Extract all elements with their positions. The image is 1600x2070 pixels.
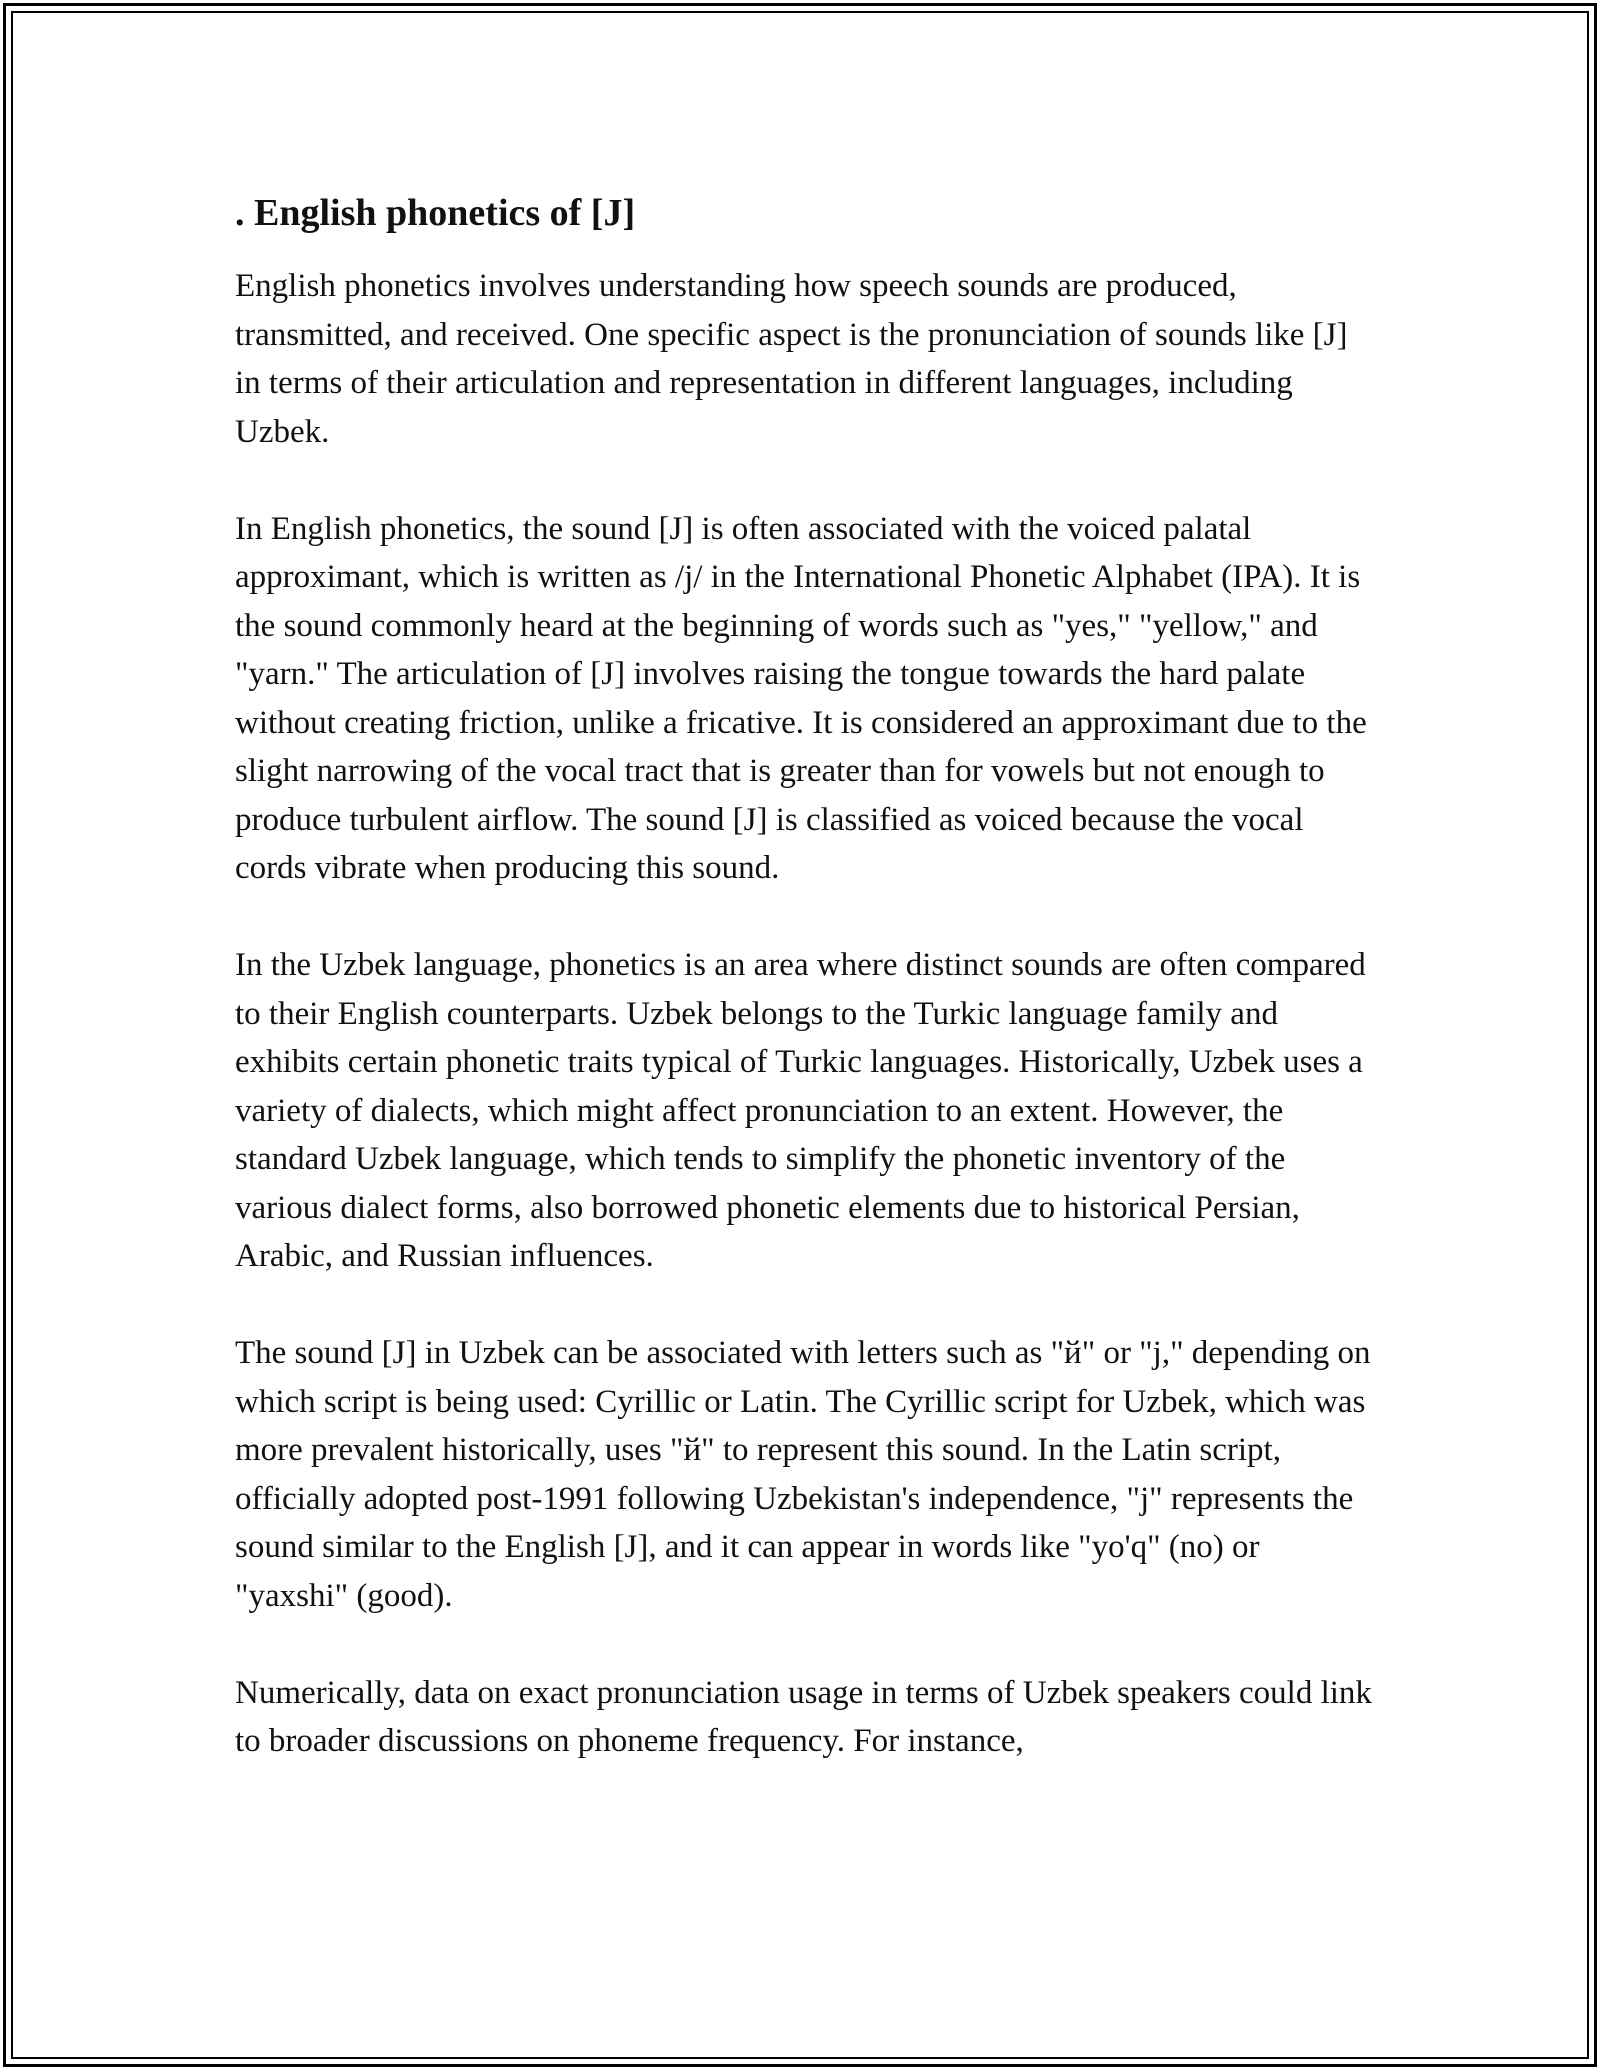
paragraph-intro: English phonetics involves understanding how speech sounds are produced, transmitted, and received. One specific aspect is the pronunciation of sounds like [J] in terms of their articulation and representation in different languages, including Uzbek. bbox=[235, 268, 1348, 450]
paragraph-uzbek-phonetics: In the Uzbek language, phonetics is an area where distinct sounds are often compared to their English counterparts. Uzbek belongs to the Turkic language family and exhibits certain phonetic traits typical of Turkic languages. Historically, Uzbek uses a variety of dialects, which might affect pronunciation to an extent. However, the standard Uzbek language, which tends to simplify the phonetic inventory of the various dialect forms, also borrowed phonetic elements due to historical Persian, Arabic, and Russian influences. bbox=[235, 947, 1366, 1274]
section-heading: . English phonetics of [J] bbox=[235, 192, 636, 234]
paragraph-numerical: Numerically, data on exact pronunciation usage in terms of Uzbek speakers could link to broader discussions on phoneme frequency. For instance, bbox=[235, 1674, 1372, 1759]
paragraph-uzbek-script: The sound [J] in Uzbek can be associated with letters such as "й" or "j," depending on which script is being used: Cyrillic or Latin. The Cyrillic script for Uzbek, which was more prevalent historically, uses "й" to represent this sound. In the Latin script, officially adopted post-1991 following Uzbekistan's independence, "j" represents the sound similar to the English [J], and it can appear in words like "yo'q" (no) or "yaxshi" (good). bbox=[235, 1335, 1371, 1614]
document-body bbox=[235, 188, 1380, 1814]
paragraph-english-phonetics: In English phonetics, the sound [J] is often associated with the voiced palatal approximant, which is written as /j/ in the International Phonetic Alphabet (IPA). It is the sound commonly heard at the beginning of words such as "yes," "yellow," and "yarn." The articulation of [J] involves raising the tongue towards the hard palate without creating friction, unlike a fricative. It is considered an approximant due to the slight narrowing of the vocal tract that is greater than for vowels but not enough to produce turbulent airflow. The sound [J] is classified as voiced because the vocal cords vibrate when producing this sound. bbox=[235, 510, 1367, 886]
